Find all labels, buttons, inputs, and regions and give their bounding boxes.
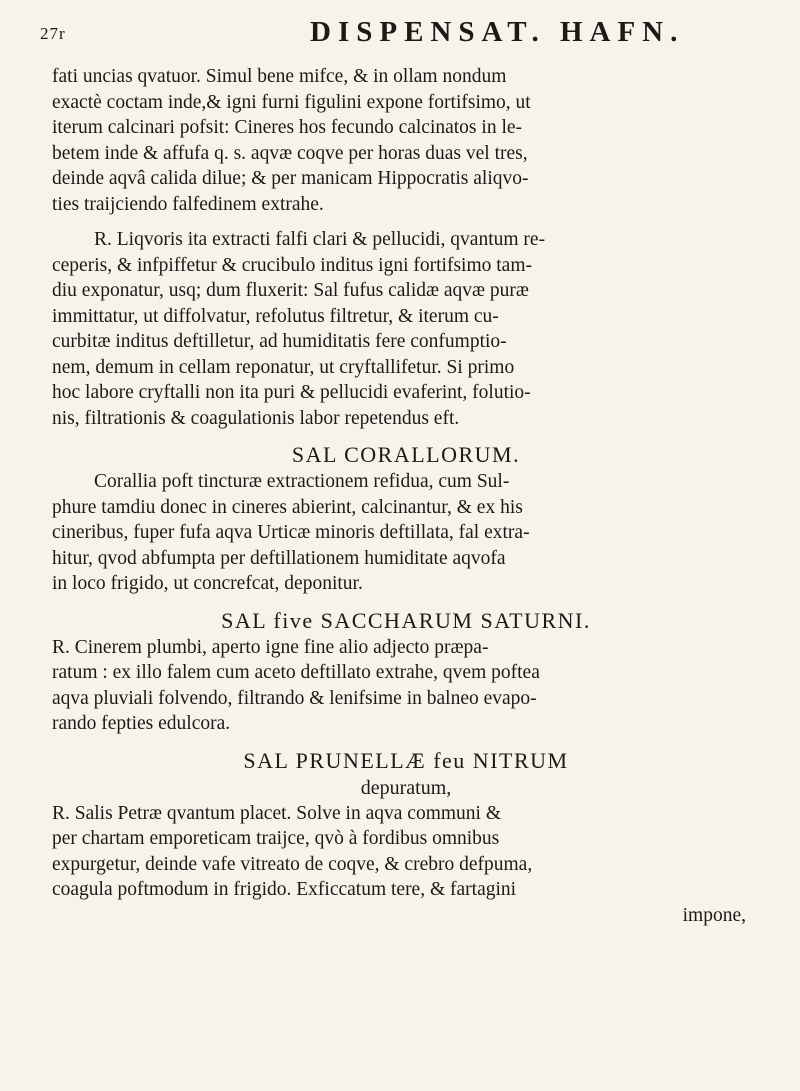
page-body [52,64,760,928]
text-line: ceperis, & infpiffetur & crucibulo inditus igni fortifsimo tam- [52,254,532,276]
text-line: fati uncias qvatuor. Simul bene mifce, & in ollam nondum [52,66,507,87]
text-line: immittatur, ut diffolvatur, refolutus filtretur, & iterum cu- [52,305,499,327]
text-line: hitur, qvod abfumpta per deftillationem humiditate aqvofa [52,547,506,569]
section-sal-corallorum [52,441,760,597]
section-heading: SAL CORALLORUM. [291,442,521,467]
section-heading: SAL PRUNELLÆ feu NITRUM [243,747,569,773]
text-line: coagula poftmodum in frigido. Exficcatum tere, & fartagini [52,879,517,900]
text-line: per chartam emporeticam traijce, qvò à fordibus omnibus [52,828,500,849]
text-line: aqva pluviali folvendo, filtrando & lenifsime in balneo evapo- [52,687,537,709]
paragraph-gap [52,431,760,441]
paragraph-gap [52,597,760,607]
paragraph-gap [52,737,760,747]
text-line: betem inde & affufa q. s. aqvæ coqve per horas duas vel tres, [52,142,528,164]
page-number: 27r [40,24,66,43]
text-line: ties traijciendo falfedinem extrahe. [52,193,324,215]
paragraph-gap [52,217,760,227]
section-sal-saturni [52,607,760,737]
running-head: DISPENSAT. HAFN. [310,16,685,48]
page-header [40,16,760,56]
text-line: curbitæ inditus deftilletur, ad humiditatis fere confumptio- [52,331,507,352]
text-line: rando fepties edulcora. [52,713,231,734]
text-line: nem, demum in cellam reponatur, ut cryftallifetur. Si primo [52,356,515,378]
text-line: in loco frigido, ut concrefcat, deponitur. [52,573,363,594]
text-line: nis, filtrationis & coagulationis labor repetendus eft. [52,407,460,429]
paragraph [52,227,760,431]
section-subheading: depuratum, [360,776,452,799]
text-line: hoc labore cryftalli non ita puri & pellucidi evaferint, folutio- [52,382,531,403]
section-heading: SAL five SACCHARUM SATURNI. [221,607,591,633]
text-line: R. Liqvoris ita extracti falfi clari & pellucidi, qvantum re- [94,229,546,250]
text-line: Corallia poft tincturæ extractionem refidua, cum Sul- [94,471,510,492]
text-line: R. Salis Petræ qvantum placet. Solve in aqva communi & [52,802,501,824]
catchword: impone, [682,904,746,926]
text-line: R. Cinerem plumbi, aperto igne fine alio adjecto præpa- [52,636,489,658]
paragraph [52,64,760,217]
section-sal-prunellae [52,747,760,929]
text-line: exactè coctam inde,& igni furni figulini expone fortifsimo, ut [52,91,531,113]
text-line: expurgetur, deinde vafe vitreato de coqve, & crebro defpuma, [52,853,533,875]
text-line: diu exponatur, usq; dum fluxerit: Sal fufus calidæ aqvæ puræ [52,280,529,301]
text-line: phure tamdiu donec in cineres abierint, calcinantur, & ex his [52,496,523,518]
text-line: iterum calcinari pofsit: Cineres hos fecundo calcinatos in le- [52,117,523,138]
text-line: cineribus, fuper fufa aqva Urticæ minoris deftillata, fal extra- [52,522,530,543]
text-line: deinde aqvâ calida dilue; & per manicam Hippocratis aliqvo- [52,168,529,189]
text-line: ratum : ex illo falem cum aceto deftillato extrahe, qvem poftea [52,662,540,683]
